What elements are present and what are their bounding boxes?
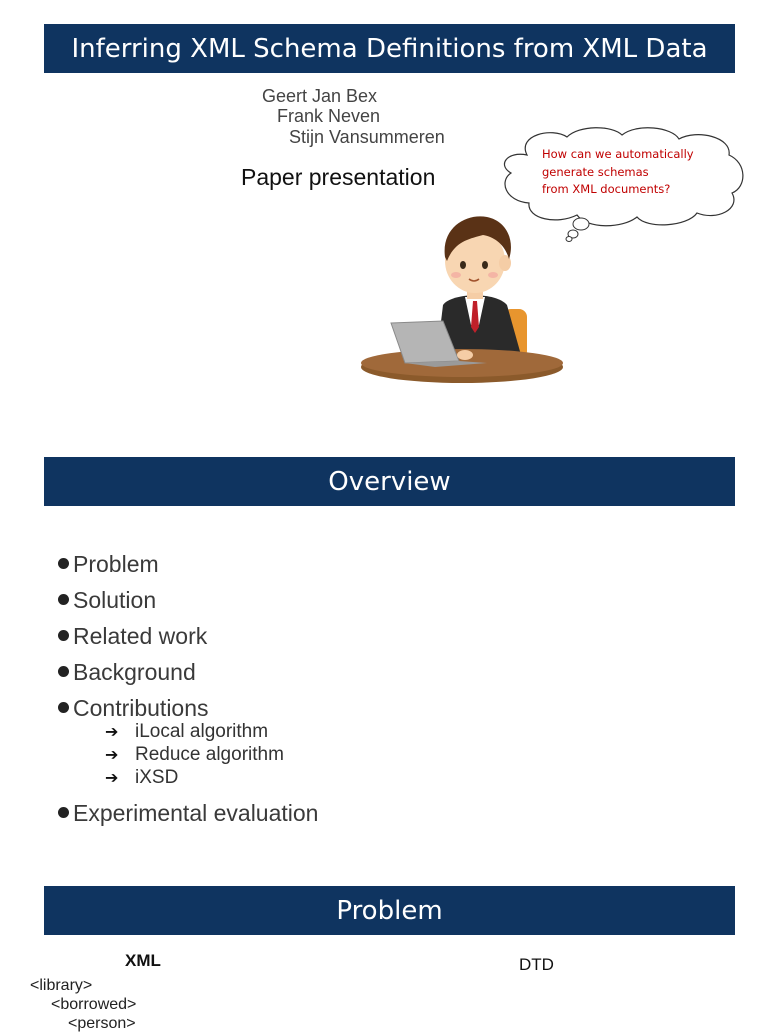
overview-list (58, 546, 318, 831)
bullet-icon (58, 594, 69, 605)
list-item-label: Experimental evaluation (73, 800, 319, 826)
xml-label: XML (125, 951, 161, 970)
sub-list-item-label: iLocal algorithm (135, 721, 269, 742)
author-name: Frank Neven (277, 106, 381, 126)
arrow-right-icon: ➔ (105, 722, 119, 741)
bullet-icon (58, 630, 69, 641)
sub-list-item (58, 743, 318, 766)
sub-list (58, 720, 318, 789)
list-item (58, 546, 318, 582)
slide1-title: Inferring XML Schema Definitions from XML Data (44, 24, 735, 73)
sub-list-item-label: Reduce algorithm (135, 744, 284, 765)
list-item-label: Related work (73, 623, 208, 649)
xml-code-line: <library> (30, 977, 93, 994)
sub-list-item-label: iXSD (135, 767, 179, 788)
bubble-question-line: How can we automatically (542, 147, 694, 161)
sub-list-container (58, 720, 318, 789)
list-item (58, 582, 318, 618)
list-item-label: Problem (73, 551, 159, 577)
list-item (58, 654, 318, 690)
slide3-title: Problem (44, 886, 735, 935)
dtd-label: DTD (519, 955, 554, 974)
presentation-subtitle: Paper presentation (241, 164, 436, 190)
list-item (58, 795, 318, 831)
list-item-label: Background (73, 659, 196, 685)
bullet-icon (58, 558, 69, 569)
sub-list-item (58, 766, 318, 789)
list-item (58, 618, 318, 654)
slide2-title: Overview (44, 457, 735, 506)
arrow-right-icon: ➔ (105, 768, 119, 787)
bubble-question-line: from XML documents? (542, 182, 671, 196)
bullet-icon (58, 666, 69, 677)
arrow-right-icon: ➔ (105, 745, 119, 764)
bullet-icon (58, 807, 69, 818)
author-name: Stijn Vansummeren (289, 127, 445, 147)
bullet-icon (58, 702, 69, 713)
businessman-at-laptop-icon (355, 205, 570, 390)
list-item-label: Contributions (73, 695, 209, 721)
bubble-question-line: generate schemas (542, 165, 649, 179)
xml-code-line: <person> (68, 1015, 136, 1032)
list-item-label: Solution (73, 587, 157, 613)
xml-code-line: <borrowed> (51, 996, 137, 1013)
author-name: Geert Jan Bex (262, 86, 378, 106)
